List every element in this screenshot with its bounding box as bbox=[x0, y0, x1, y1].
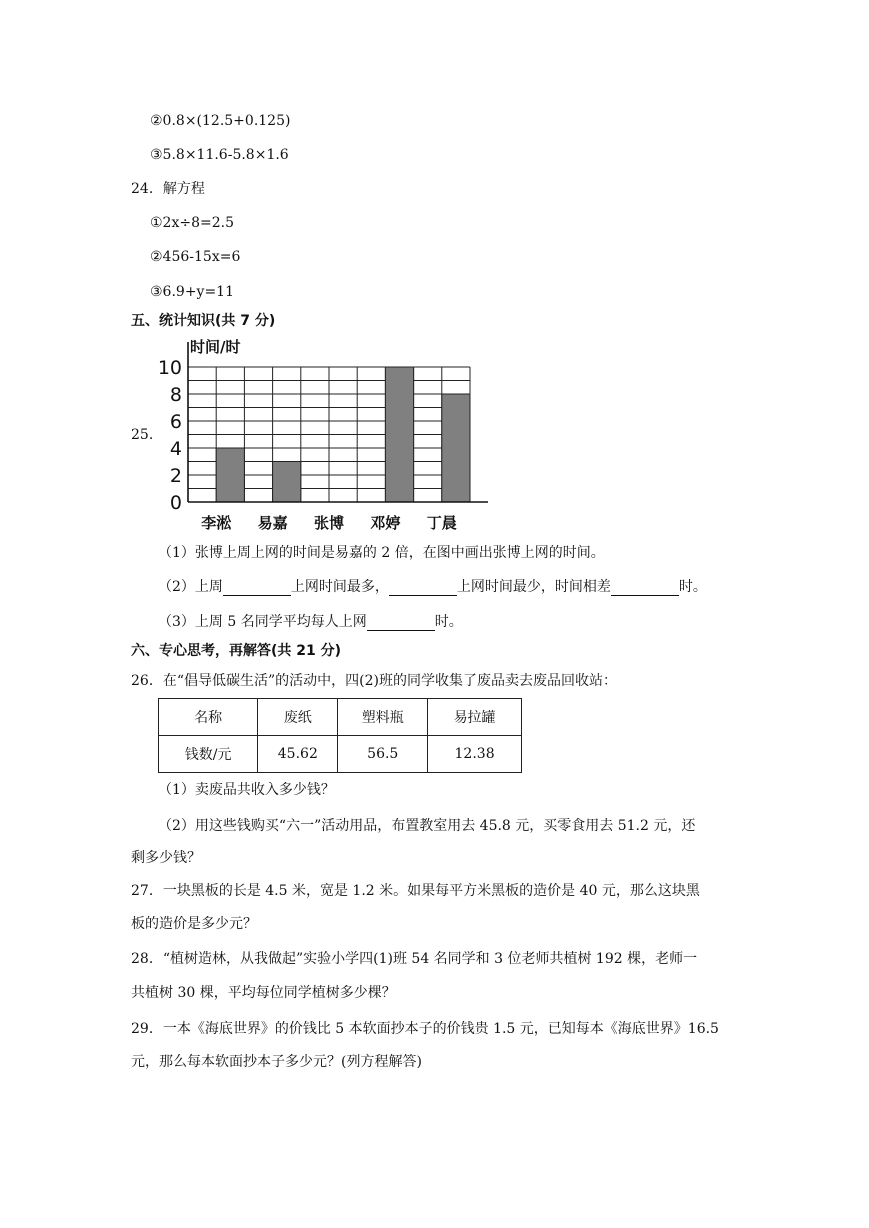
y-tick-label: 6 bbox=[169, 411, 182, 433]
answer-blank[interactable] bbox=[367, 615, 435, 631]
y-tick-label: 4 bbox=[169, 438, 182, 460]
table-cell: 钱数/元 bbox=[159, 736, 258, 773]
equation-2: ②456-15x=6 bbox=[150, 249, 241, 265]
equation-1: ①2x÷8=2.5 bbox=[150, 215, 234, 231]
q25-2-text-b: 上网时间最多， bbox=[290, 579, 389, 595]
q25-2-text-a: （2）上周 bbox=[158, 579, 223, 595]
table-cell: 易拉罐 bbox=[428, 699, 522, 736]
q25-3-text-b: 时。 bbox=[434, 614, 463, 630]
expression-3: ③5.8×11.6-5.8×1.6 bbox=[150, 147, 289, 163]
question-26-part-1: （1）卖废品共收入多少钱？ bbox=[158, 782, 335, 798]
question-26: 26．在“倡导低碳生活”的活动中，四(2)班的同学收集了废品卖去废品回收站： bbox=[131, 673, 617, 689]
question-28: 28．“植树造林，从我做起”实验小学四(1)班 54 名同学和 3 位老师共植树 192 棵，老师一 bbox=[131, 951, 698, 967]
category-label: 张博 bbox=[313, 514, 345, 532]
bar-丁晨 bbox=[442, 394, 470, 502]
question-29-cont: 元，那么每本软面抄本子多少元？(列方程解答) bbox=[131, 1054, 422, 1070]
question-28-cont: 共植树 30 棵，平均每位同学植树多少棵？ bbox=[131, 985, 396, 1001]
table-cell: 塑料瓶 bbox=[338, 699, 428, 736]
section-5-heading: 五、统计知识(共 7 分) bbox=[131, 313, 276, 329]
table-cell: 名称 bbox=[159, 699, 258, 736]
bar-易嘉 bbox=[273, 462, 301, 503]
chart-tick-labels bbox=[158, 357, 182, 514]
q25-2-text-d: 时。 bbox=[678, 579, 707, 595]
chart-ylabel: 时间/时 bbox=[190, 338, 241, 356]
table-cell: 废纸 bbox=[258, 699, 338, 736]
bar-邓婷 bbox=[385, 367, 413, 502]
question-24: 24．解方程 bbox=[131, 181, 205, 197]
table-row bbox=[159, 736, 522, 773]
y-tick-label: 0 bbox=[169, 492, 182, 514]
answer-blank[interactable] bbox=[611, 580, 679, 596]
y-tick-label: 8 bbox=[169, 384, 182, 406]
chart-category-labels bbox=[201, 514, 457, 532]
y-tick-label: 2 bbox=[169, 465, 182, 487]
answer-blank[interactable] bbox=[389, 580, 457, 596]
category-label: 丁晨 bbox=[426, 514, 457, 532]
category-label: 邓婷 bbox=[370, 514, 401, 532]
question-25-part-2 bbox=[158, 578, 707, 596]
question-25-number: 25. bbox=[131, 427, 154, 443]
question-25-part-1: （1）张博上周上网的时间是易嘉的 2 倍，在图中画出张博上网的时间。 bbox=[158, 545, 605, 561]
table-cell: 56.5 bbox=[338, 736, 428, 773]
answer-blank[interactable] bbox=[223, 580, 291, 596]
q25-2-text-c: 上网时间最少，时间相差 bbox=[456, 579, 611, 595]
section-6-heading: 六、专心思考，再解答(共 21 分) bbox=[131, 643, 342, 659]
category-label: 李淞 bbox=[201, 514, 232, 532]
question-26-part-2-cont: 剩多少钱？ bbox=[131, 850, 201, 866]
question-27: 27．一块黑板的长是 4.5 米，宽是 1.2 米。如果每平方米黑板的造价是 40 元，那么这块黑 bbox=[131, 883, 700, 899]
question-26-part-2: （2）用这些钱购买“六一”活动用品，布置教室用去 45.8 元，买零食用去 51.2 元，还 bbox=[158, 818, 696, 834]
question-27-cont: 板的造价是多少元？ bbox=[131, 916, 257, 932]
bar-chart bbox=[158, 334, 496, 536]
question-25-part-3 bbox=[158, 613, 463, 631]
q25-3-text-a: （3）上周 5 名同学平均每人上网 bbox=[158, 614, 367, 630]
equation-3: ③6.9+y=11 bbox=[150, 284, 234, 300]
bar-李淞 bbox=[216, 448, 244, 502]
recycling-table bbox=[158, 698, 522, 773]
category-label: 易嘉 bbox=[257, 514, 288, 532]
y-tick-label: 10 bbox=[158, 357, 182, 379]
table-header-row bbox=[159, 699, 522, 736]
table-cell: 45.62 bbox=[258, 736, 338, 773]
table-cell: 12.38 bbox=[428, 736, 522, 773]
expression-2: ②0.8×(12.5+0.125) bbox=[150, 113, 291, 129]
question-29: 29．一本《海底世界》的价钱比 5 本软面抄本子的价钱贵 1.5 元，已知每本《海底世界》16.5 bbox=[131, 1021, 719, 1037]
